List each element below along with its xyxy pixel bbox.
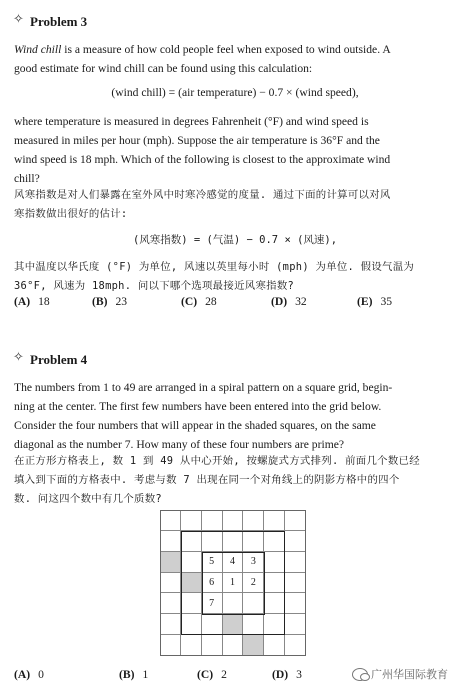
p3-zh-body-line-1: 其中温度以华氏度 (°F) 为单位, 风速以英里每小时 (mph) 为单位. 假设气温为 xyxy=(14,261,415,273)
grid-cell: 1 xyxy=(223,573,244,594)
p3-choice-c[interactable]: (C) 28 xyxy=(181,295,217,308)
p4-zh-line-1: 在正方形方格表上, 数 1 到 49 从中心开始, 按螺旋式方式排列. 前面几个数已经 xyxy=(14,455,420,467)
p4-choice-b[interactable]: (B) 1 xyxy=(119,668,149,681)
problem-3-chinese-intro xyxy=(14,186,454,224)
p3-zh-line-1: 风寒指数是对人们暴露在室外风中时寒冷感觉的度量. 通过下面的计算可以对风 xyxy=(14,189,391,201)
p3-zh-body-line-2: 36°F, 风速为 18mph. 问以下哪个选项最接近风寒指数? xyxy=(14,280,295,292)
p3-body-line-1: where temperature is measured in degrees Fahrenheit (°F) and wind speed is xyxy=(14,115,369,128)
p4-line-2: ning at the center. The first few numbers have been entered into the grid below. xyxy=(14,400,382,413)
p3-choice-e[interactable]: (E) 35 xyxy=(357,295,393,308)
p3-body-line-3: wind speed is 18 mph. Which of the following is closest to the approximate wind xyxy=(14,153,391,166)
problem-3-choices xyxy=(14,295,454,308)
grid-cell: 2 xyxy=(243,573,264,594)
wind-chill-formula: (wind chill) = (air temperature) − 0.7 × (wind speed), xyxy=(111,86,359,99)
p4-line-4: diagonal as the number 7. How many of these four numbers are prime? xyxy=(14,438,344,451)
problem-4-title: Problem 4 xyxy=(30,352,88,367)
p3-body-line-4: chill? xyxy=(14,172,40,185)
wechat-icon xyxy=(352,668,368,681)
p3-choice-a[interactable]: (A) 18 xyxy=(14,295,50,308)
problem-3-heading xyxy=(14,14,87,30)
diamond-bullet-icon xyxy=(14,17,24,27)
p3-zh-line-2: 寒指数做出很好的估计: xyxy=(14,208,128,220)
p4-line-1: The numbers from 1 to 49 are arranged in a spiral pattern on a square grid, begin- xyxy=(14,381,393,394)
grid-cell: 4 xyxy=(223,552,244,573)
chinese-formula: (风寒指数) = (气温) − 0.7 × (风速), xyxy=(132,234,338,246)
p3-line-1: Wind chill is a measure of how cold people feel when exposed to wind outside. A xyxy=(14,43,391,56)
problem-4-chinese-body xyxy=(14,452,454,509)
problem-4-heading xyxy=(14,352,87,368)
p4-zh-line-3: 数. 问这四个数中有几个质数? xyxy=(14,493,162,505)
grid-cell: 7 xyxy=(202,593,223,614)
wechat-watermark xyxy=(352,666,448,682)
p4-zh-line-2: 填入到下面的方格表中. 考虑与数 7 出现在同一个对角线上的阴影方格中的四个 xyxy=(14,474,400,486)
watermark-text: 广州华国际教育 xyxy=(371,668,448,681)
p3-body-line-2: measured in miles per hour (mph). Suppose the air temperature is 36°F and the xyxy=(14,134,380,147)
problem-3-intro xyxy=(14,40,454,78)
problem-3-chinese-body xyxy=(14,258,454,296)
p3-line-2: good estimate for wind chill can be found using this calculation: xyxy=(14,62,313,75)
grid-cell: 3 xyxy=(243,552,264,573)
spiral-grid xyxy=(160,510,306,656)
p3-choice-b[interactable]: (B) 23 xyxy=(92,295,128,308)
problem-3-body xyxy=(14,112,454,188)
p4-choice-d[interactable]: (D) 3 xyxy=(272,668,302,681)
grid-border xyxy=(160,510,306,656)
diamond-bullet-icon xyxy=(14,355,24,365)
p4-choice-c[interactable]: (C) 2 xyxy=(197,668,227,681)
p3-choice-d[interactable]: (D) 32 xyxy=(271,295,307,308)
grid-cell: 5 xyxy=(202,552,223,573)
p4-choice-a[interactable]: (A) 0 xyxy=(14,668,44,681)
problem-4-body xyxy=(14,378,454,454)
grid-cell: 6 xyxy=(202,573,223,594)
problem-3-title: Problem 3 xyxy=(30,14,88,29)
p4-line-3: Consider the four numbers that will appear in the shaded squares, on the same xyxy=(14,419,376,432)
